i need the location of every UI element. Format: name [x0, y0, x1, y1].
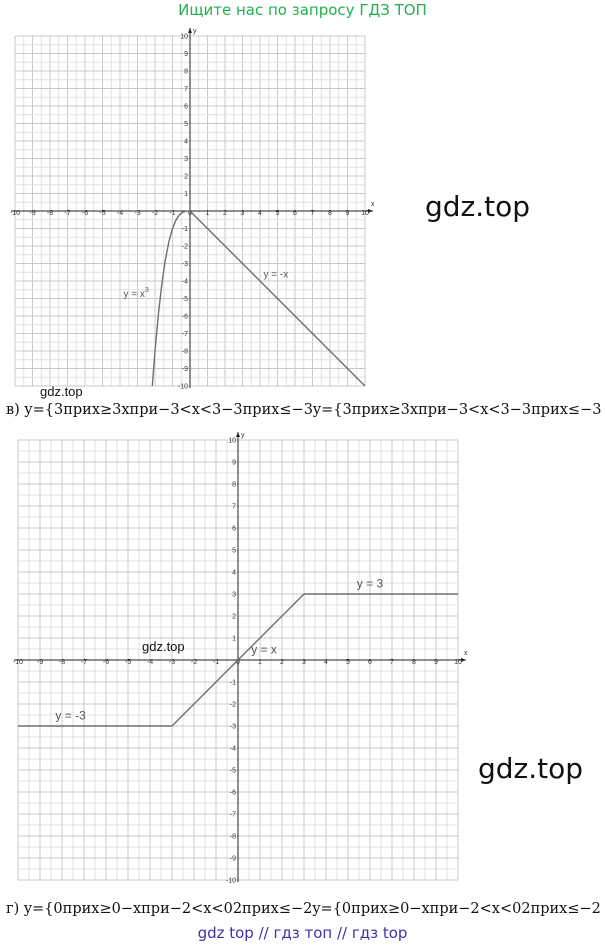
y-tick-label: 5 [184, 121, 188, 128]
x-tick-label: -5 [124, 659, 132, 666]
x-tick-label: 0 [236, 659, 240, 666]
x-tick-label: -2 [190, 659, 198, 666]
y-tick-label: 4 [232, 569, 236, 577]
y-tick-label: -8 [229, 833, 236, 841]
x-tick-label: -3 [168, 659, 176, 666]
y-axis-label: y [241, 432, 245, 439]
y-tick-label: 2 [184, 173, 188, 181]
formula-g: г) y={0приx≥0−xпри−2<x<02приx≤−2y={0приx≥0−xпри−2<x<02приx≤−2 [6, 901, 601, 917]
x-axis-label: x [371, 201, 375, 208]
x-tick-label: -9 [29, 210, 36, 217]
x-tick-label: 10 [361, 210, 369, 217]
y-tick-label: -1 [181, 226, 188, 233]
y-tick-label: 6 [184, 103, 188, 111]
x-tick-label: -5 [99, 210, 106, 217]
x-tick-label: 8 [328, 210, 332, 217]
series-label: y = 3 [356, 576, 384, 591]
x-tick-label: -4 [146, 659, 154, 666]
y-tick-label: -4 [229, 745, 236, 753]
x-tick-label: 6 [368, 659, 372, 666]
y-tick-label: 3 [184, 156, 188, 163]
x-tick-label: -8 [46, 210, 54, 217]
series-label: y = x [251, 642, 277, 657]
y-tick-label: 9 [184, 51, 188, 58]
y-tick-label: -8 [181, 348, 188, 356]
watermark-top-right: gdz.top [425, 190, 531, 223]
x-tick-label: -1 [169, 210, 176, 217]
formula-v: в) y={3приx≥3xпри−3<x<3−3приx≤−3y={3приx≥3xпри−3<x<3−3приx≤−3 [6, 402, 602, 418]
x-tick-label: -3 [134, 210, 141, 217]
watermark-bottom-right: gdz.top [478, 752, 584, 785]
y-tick-label: -9 [229, 855, 236, 863]
y-tick-label: 7 [232, 503, 236, 511]
series-label: $y = x^3$ [123, 286, 149, 300]
x-tick-label: 9 [434, 659, 438, 666]
x-tick-label: 3 [240, 210, 245, 217]
x-tick-label: -7 [64, 210, 71, 217]
y-tick-label: -2 [181, 243, 188, 251]
y-tick-label: -1 [229, 679, 236, 687]
banner-text: Ищите нас по запросу ГДЗ ТОП [178, 1, 427, 19]
y-tick-label: -5 [229, 767, 236, 775]
series-label: y = -x [263, 269, 289, 281]
x-tick-label: 0 [188, 210, 192, 217]
y-tick-label: -2 [229, 701, 236, 709]
y-tick-label: 6 [232, 525, 236, 533]
footer-text: gdz top // гдз топ // гдз top [197, 924, 408, 942]
y-tick-label: -3 [181, 261, 188, 268]
y-tick-label: 10 [180, 33, 188, 41]
x-tick-label: -10 [12, 659, 24, 666]
chart-bottom [0, 428, 475, 890]
x-tick-label: 2 [280, 659, 284, 666]
x-tick-label: 4 [324, 659, 328, 666]
y-tick-label: -10 [225, 877, 236, 885]
y-tick-label: -4 [181, 278, 188, 286]
y-tick-label: -9 [181, 366, 188, 373]
x-tick-label: -1 [212, 659, 220, 666]
watermark-bottom-chart: gdz.top [142, 639, 185, 654]
x-axis-label: x [464, 650, 468, 657]
y-tick-label: -10 [177, 383, 188, 391]
chart-top [0, 28, 380, 390]
x-tick-label: 7 [310, 210, 315, 217]
y-tick-label: 8 [184, 68, 188, 76]
x-tick-label: 10 [454, 659, 462, 666]
series-label: y = -3 [55, 708, 86, 723]
y-tick-label: 1 [184, 191, 188, 198]
x-tick-label: 5 [275, 210, 280, 217]
x-tick-label: -4 [116, 210, 124, 217]
y-tick-label: 7 [184, 86, 188, 93]
x-tick-label: -6 [102, 659, 110, 666]
y-tick-label: 10 [228, 437, 236, 445]
y-tick-label: 9 [232, 459, 236, 467]
y-axis-arrow [236, 432, 240, 437]
y-tick-label: 8 [232, 481, 236, 489]
x-tick-label: 7 [390, 659, 394, 666]
y-tick-label: 1 [232, 635, 236, 643]
y-tick-label: -6 [181, 313, 188, 321]
y-tick-label: 2 [232, 613, 236, 621]
y-tick-label: -7 [181, 331, 188, 338]
x-tick-label: 3 [302, 659, 306, 666]
x-tick-label: 9 [345, 210, 350, 217]
y-tick-label: -7 [229, 811, 236, 819]
x-tick-label: -2 [151, 210, 159, 217]
x-tick-label: 4 [258, 210, 262, 217]
x-tick-label: 5 [346, 659, 350, 666]
x-tick-label: 1 [205, 210, 210, 217]
y-tick-label: 5 [232, 547, 236, 555]
y-tick-label: -6 [229, 789, 236, 797]
y-tick-label: -3 [229, 723, 236, 731]
y-tick-label: 4 [184, 138, 188, 146]
x-tick-label: 8 [412, 659, 416, 666]
x-tick-label: -7 [80, 659, 88, 666]
x-tick-label: 2 [223, 210, 227, 217]
y-axis-label: y [193, 28, 197, 35]
watermark-top-chart: gdz.top [40, 384, 83, 399]
x-tick-label: -10 [9, 210, 21, 217]
y-axis-arrow [188, 28, 192, 33]
x-tick-label: -6 [81, 210, 89, 217]
x-tick-label: 6 [293, 210, 297, 217]
y-tick-label: 3 [232, 591, 236, 599]
y-tick-label: -5 [181, 296, 188, 303]
x-tick-label: 1 [258, 659, 262, 666]
x-tick-label: -9 [36, 659, 44, 666]
x-tick-label: -8 [58, 659, 66, 666]
